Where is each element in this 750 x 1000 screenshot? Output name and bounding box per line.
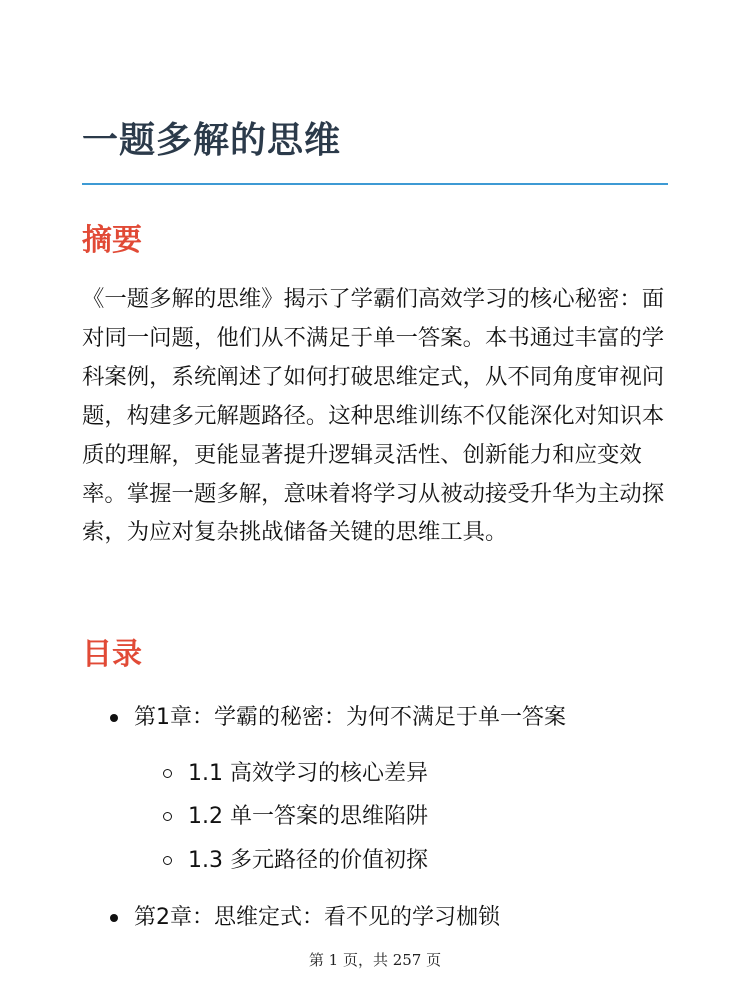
toc-section-label: 1.2 单一答案的思维陷阱 <box>188 804 428 829</box>
hollow-bullet-icon <box>163 812 172 821</box>
hollow-bullet-icon <box>163 856 172 865</box>
bullet-icon <box>110 714 118 722</box>
toc-section-label: 1.3 多元路径的价值初探 <box>188 848 428 873</box>
toc-chapter-1[interactable] <box>134 702 566 734</box>
toc-chapter-label: 第2章：思维定式：看不见的学习枷锁 <box>134 905 500 930</box>
page-title: 一题多解的思维 <box>82 120 342 161</box>
toc-heading: 目录 <box>82 637 142 672</box>
toc-chapter-label: 第1章：学霸的秘密：为何不满足于单一答案 <box>134 705 566 730</box>
hollow-bullet-icon <box>163 769 172 778</box>
toc-section-label: 1.1 高效学习的核心差异 <box>188 761 428 786</box>
toc-chapter-2[interactable] <box>134 902 500 934</box>
summary-heading: 摘要 <box>82 223 142 258</box>
page-number: 第 1 页，共 257 页 <box>308 951 442 969</box>
toc-section-1-3[interactable] <box>188 845 428 877</box>
toc-section-1-1[interactable] <box>188 758 428 790</box>
bullet-icon <box>110 914 118 922</box>
toc-section-1-2[interactable] <box>188 801 428 833</box>
summary-text: 《一题多解的思维》揭示了学霸们高效学习的核心秘密：面对同一问题，他们从不满足于单一答案。本书通过丰富的学科案例，系统阐述了如何打破思维定式，从不同角度审视问题，构建多元解题路径。这种思维训练不仅能深化对知识本质的理解，更能显著提升逻辑灵活性、创新能力和应变效率。掌握一题多解，意味着将学习从被动接受升华为主动探索，为应对复杂挑战储备关键的思维工具。 <box>82 286 665 546</box>
